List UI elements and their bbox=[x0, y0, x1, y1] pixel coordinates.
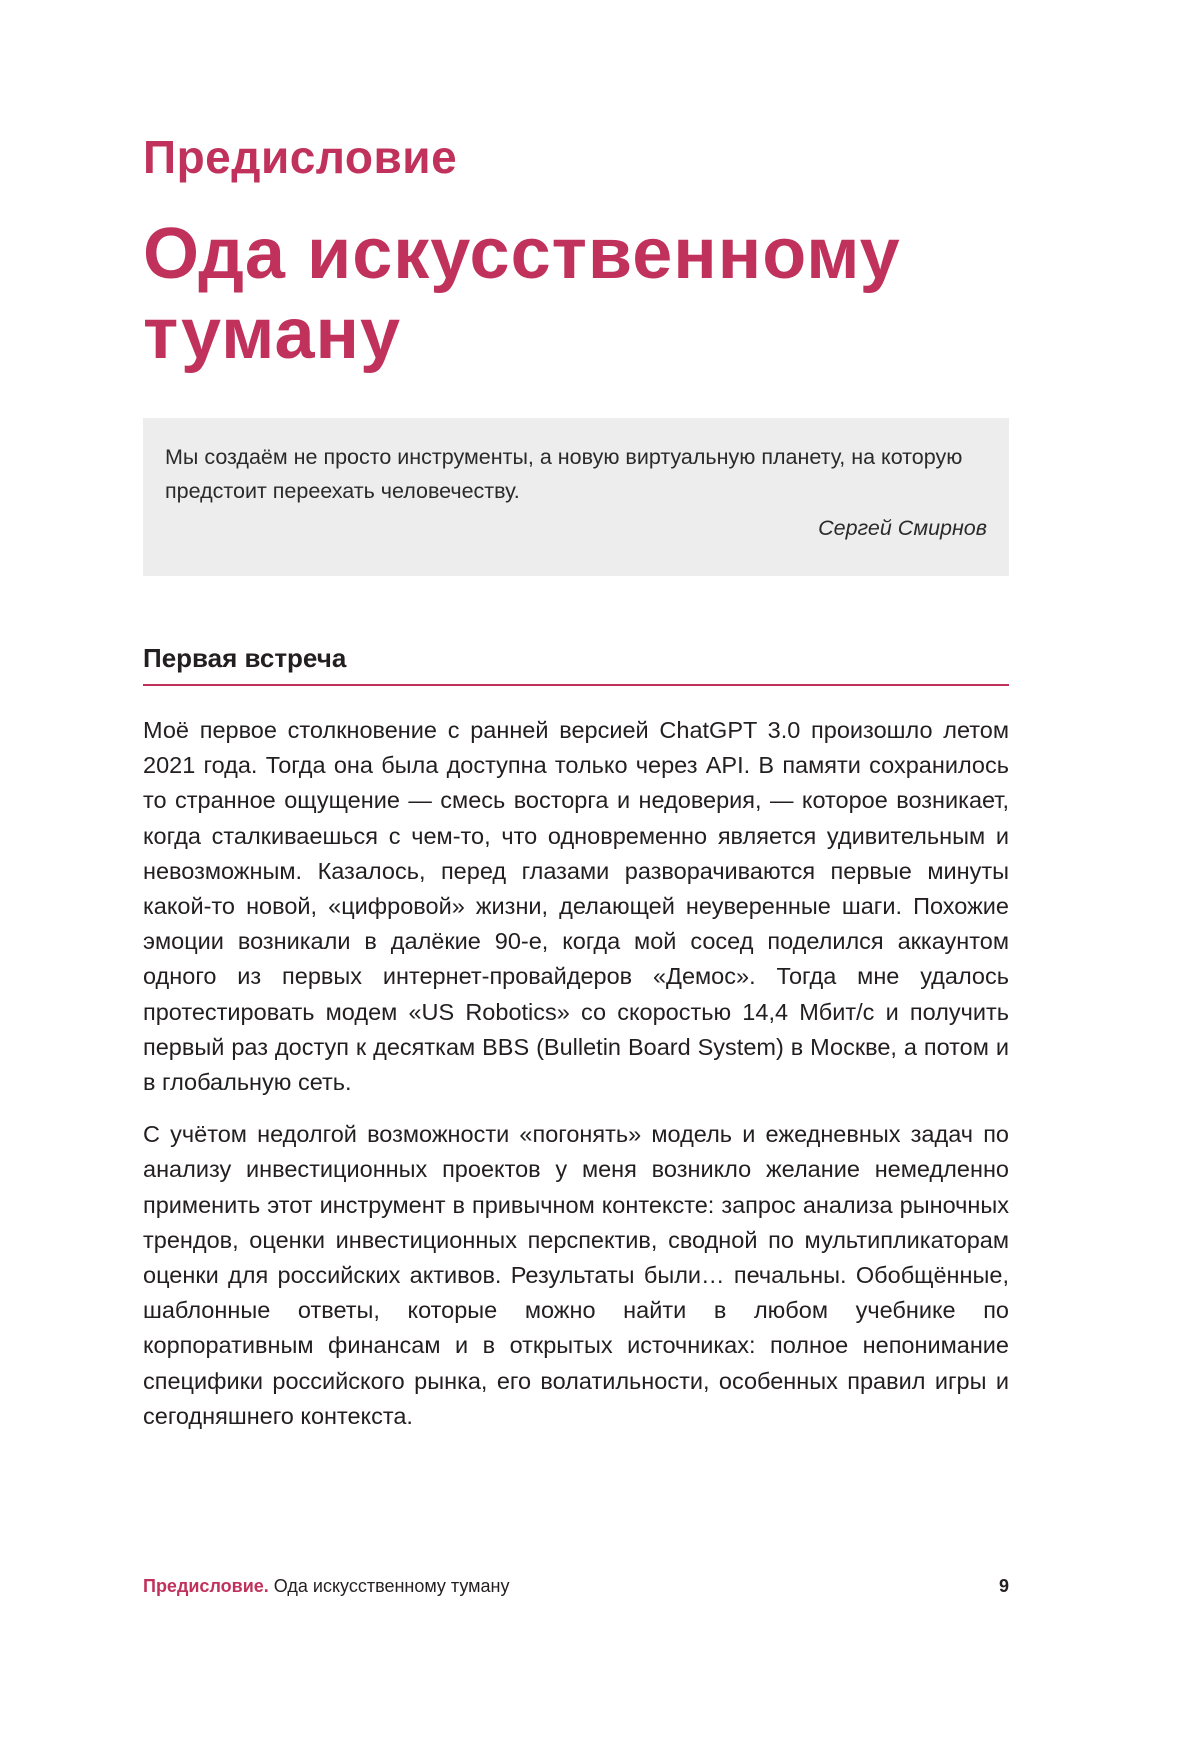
paragraph: Моё первое столкновение с ранней версией ChatGPT 3.0 произошло летом 2021 года. Тогда она была доступна только через API. В памяти сохранилось то странное ощущение — смесь восторга и недоверия, — которое возникает, когда сталкиваешься с чем-то, что одновременно является удивительным и невозможным. Казалось, перед глазами разворачиваются первые минуты какой-то новой, «цифровой» жизни, делающей неуверенные шаги. Похожие эмоции возникали в далёкие 90-е, когда мой сосед поделился аккаунтом одного из первых интернет-провайдеров «Демос». Тогда мне удалось протестировать модем «US Robotics» со скоростью 14,4 Мбит/с и получить первый раз доступ к десяткам BBS (Bulletin Board System) в Москве, а потом и в глобальную сеть. bbox=[143, 717, 1009, 1096]
epigraph-text: Мы создаём не просто инструменты, а новую виртуальную планету, на которую предстоит переехать человечеству. bbox=[165, 445, 963, 503]
footer-chapter: Предисловие. bbox=[143, 1576, 269, 1596]
chapter-label: Предисловие bbox=[143, 131, 458, 183]
paragraph: С учётом недолгой возможности «погонять» модель и ежедневных задач по анализу инвестиционных проектов у меня возникло желание немедленно применить этот инструмент в привычном контексте: запрос анализа рыночных трендов, оценки инвестиционных перспектив, сводной по мультипликаторам оценки для российских активов. Результаты были… печальны. Обобщённые, шаблонные ответы, которые можно найти в любом учебнике по корпоративным финансам и в открытых источниках: полное непонимание специфики российского рынка, его волатильности, особенных правил игры и сегодняшнего контекста. bbox=[143, 1121, 1009, 1429]
page-footer bbox=[143, 1576, 1009, 1597]
epigraph-box bbox=[143, 418, 1009, 576]
footer-title: Ода искусственному туману bbox=[273, 1576, 510, 1596]
body-text bbox=[143, 713, 1009, 1451]
section-heading: Первая встреча bbox=[143, 643, 1009, 686]
epigraph-author: Сергей Смирнов bbox=[818, 516, 987, 540]
section-header bbox=[143, 643, 1009, 686]
page-number: 9 bbox=[998, 1576, 1009, 1596]
chapter-title: Ода искусственному туману bbox=[143, 214, 901, 374]
